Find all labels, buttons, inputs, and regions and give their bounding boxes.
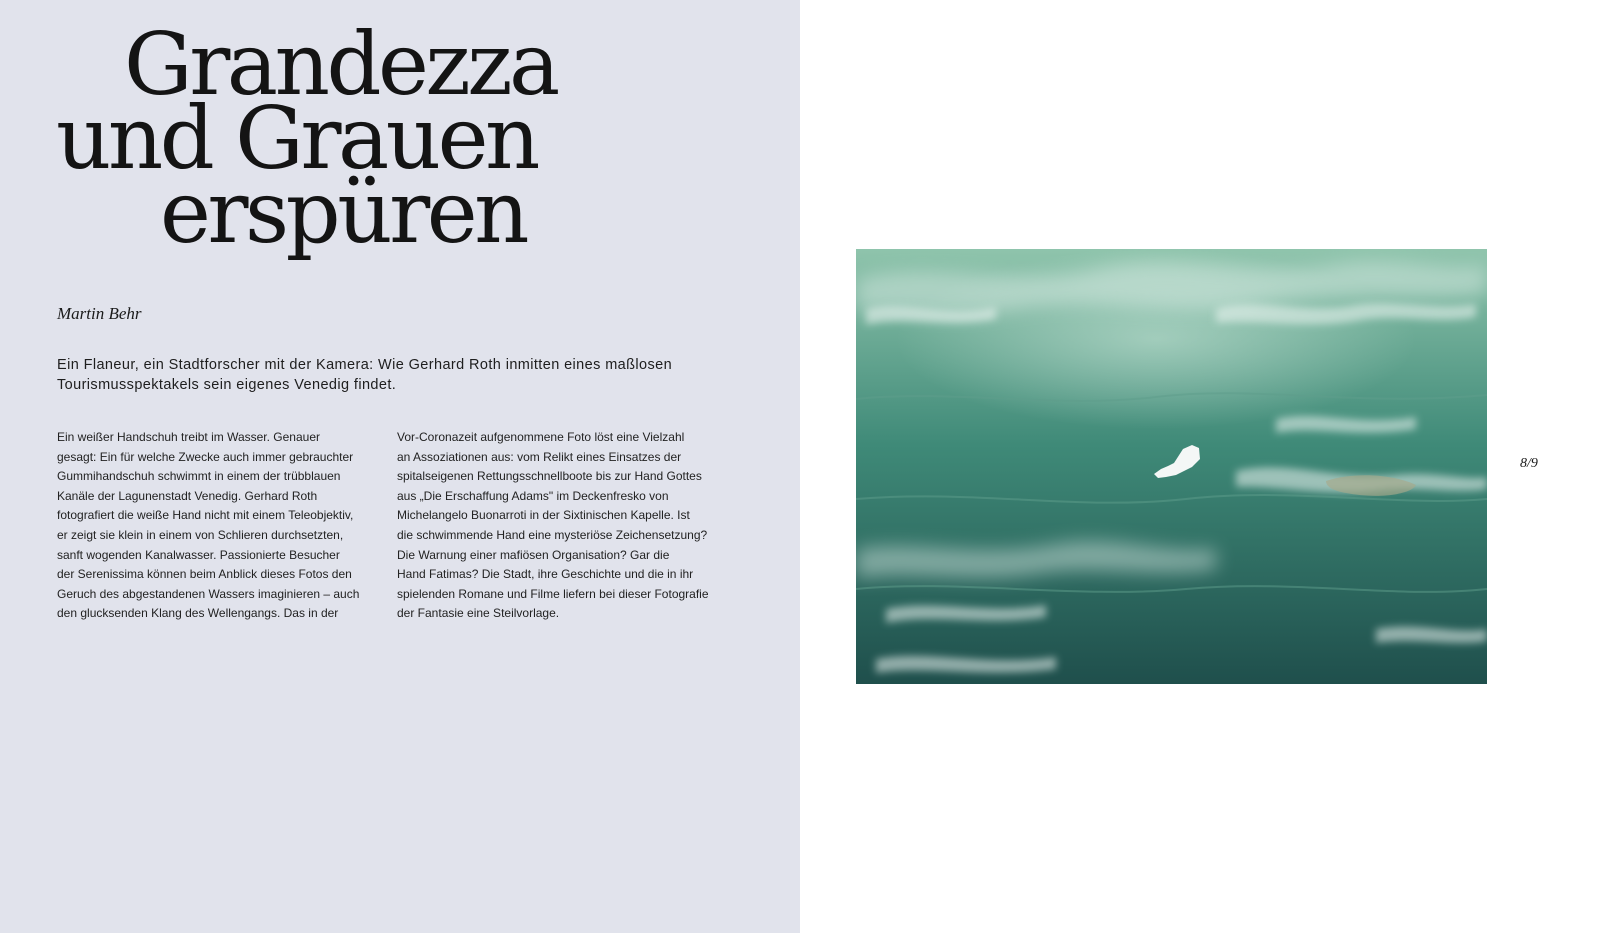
- body-column-2: [397, 428, 742, 624]
- body-line: spitalseigenen Rettungsschnellboote bis zur Hand Gottes: [397, 469, 702, 484]
- author-byline: Martin Behr: [57, 304, 142, 323]
- body-line: an Assoziationen aus: vom Relikt eines Einsatzes der: [397, 449, 682, 464]
- lead-paragraph: [57, 355, 717, 395]
- body-line: fotografiert die weiße Hand nicht mit einem Teleobjektiv,: [57, 508, 354, 523]
- body-line: die schwimmende Hand eine mysteriöse Zeichensetzung?: [397, 527, 708, 542]
- body-line: Hand Fatimas? Die Stadt, ihre Geschichte und die in ihr: [397, 567, 694, 582]
- body-line: Die Warnung einer mafiösen Organisation? Gar die: [397, 547, 670, 562]
- water-photo: [856, 249, 1487, 684]
- body-line: Kanäle der Lagunenstadt Venedig. Gerhard Roth: [57, 488, 318, 503]
- body-line: Gummihandschuh schwimmt in einem der trübblauen: [57, 469, 341, 484]
- body-line: er zeigt sie klein in einem von Schlieren durchsetzten,: [57, 527, 344, 542]
- body-line: den glucksenden Klang des Wellengangs. Das in der: [57, 606, 339, 621]
- body-line: Ein weißer Handschuh treibt im Wasser. Genauer: [57, 430, 320, 444]
- body-line: der Serenissima können beim Anblick dieses Fotos den: [57, 567, 352, 582]
- body-line: Geruch des abgestandenen Wassers imaginieren – auch: [57, 586, 360, 601]
- body-line: aus „Die Erschaffung Adams" im Deckenfresko von: [397, 488, 669, 503]
- body-line: Michelangelo Buonarroti in der Sixtinischen Kapelle. Ist: [397, 508, 690, 523]
- title-line-1: Grandezza: [124, 15, 557, 115]
- body-line: sanft wogenden Kanalwasser. Passionierte Besucher: [57, 547, 340, 562]
- title-line-3: erspüren: [160, 163, 526, 263]
- title-line-2: und Grauen: [56, 89, 537, 189]
- lead-line: Tourismusspektakels sein eigenes Venedig findet.: [57, 377, 397, 393]
- body-column-1: [57, 428, 387, 624]
- body-line: Vor-Coronazeit aufgenommene Foto löst eine Vielzahl: [397, 430, 685, 444]
- body-line: der Fantasie eine Steilvorlage.: [397, 606, 560, 621]
- lead-line: Ein Flaneur, ein Stadtforscher mit der Kamera: Wie Gerhard Roth inmitten eines maßlosen: [57, 357, 673, 373]
- article-title: [0, 0, 800, 280]
- page-number: 8/9: [1520, 456, 1538, 471]
- body-line: spielenden Romane und Filme liefern bei dieser Fotografie: [397, 586, 709, 601]
- body-line: gesagt: Ein für welche Zwecke auch immer gebrauchter: [57, 449, 354, 464]
